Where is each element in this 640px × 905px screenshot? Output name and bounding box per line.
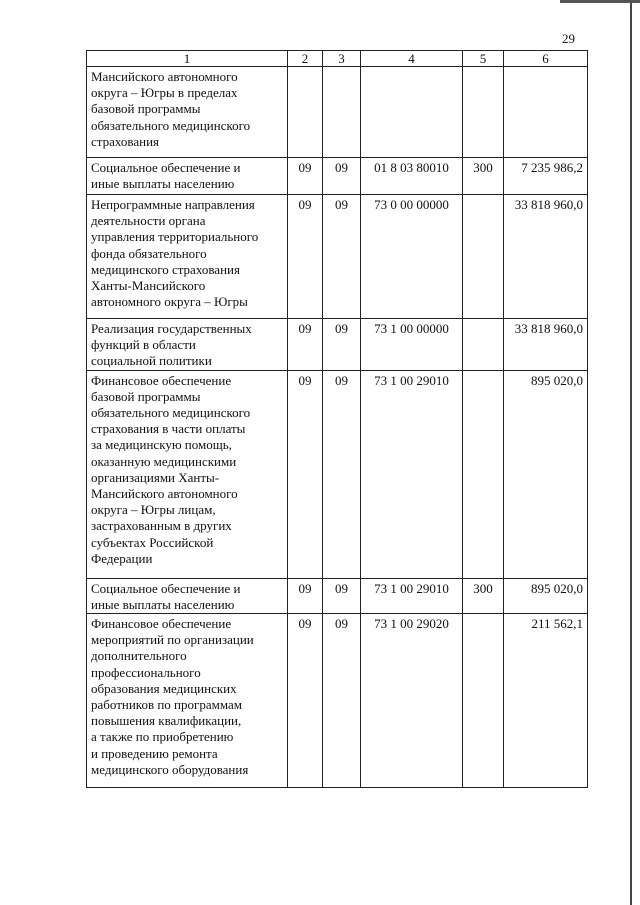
- row-section: 09: [288, 578, 323, 613]
- page-number: 29: [562, 31, 575, 46]
- row-subsection: 09: [323, 158, 361, 195]
- column-header-4: 4: [361, 51, 463, 67]
- column-header-6: 6: [504, 51, 588, 67]
- column-header-3: 3: [323, 51, 361, 67]
- row-section: 09: [288, 195, 323, 319]
- row-name: Социальное обеспечение и иные выплаты населению: [87, 578, 288, 613]
- table-row: [87, 158, 588, 195]
- row-section: 09: [288, 319, 323, 371]
- table-row: [87, 67, 588, 158]
- column-header-5: 5: [463, 51, 504, 67]
- table-row: [87, 370, 588, 578]
- row-subsection: 09: [323, 319, 361, 371]
- row-target-article: 01 8 03 80010: [361, 158, 463, 195]
- budget-table: [86, 50, 588, 788]
- row-subsection: 09: [323, 370, 361, 578]
- row-amount: [504, 67, 588, 158]
- row-subsection: 09: [323, 578, 361, 613]
- row-section: [288, 67, 323, 158]
- row-expense-type: 300: [463, 158, 504, 195]
- row-expense-type: [463, 67, 504, 158]
- row-subsection: 09: [323, 195, 361, 319]
- row-section: 09: [288, 370, 323, 578]
- row-name: Реализация государственных функций в области социальной политики: [87, 319, 288, 371]
- row-expense-type: [463, 319, 504, 371]
- row-amount: 33 818 960,0: [504, 319, 588, 371]
- table-row: [87, 195, 588, 319]
- row-name: Финансовое обеспечение мероприятий по организации дополнительного профессионального образования медицинских работников по программам повышения квалификации, а также по приобретению и проведению ремонта медицинского оборудования: [87, 614, 288, 788]
- row-name: Непрограммные направления деятельности органа управления территориального фонда обязательного медицинского страхования Ханты-Мансийского автономного округа – Югры: [87, 195, 288, 319]
- row-target-article: 73 1 00 29010: [361, 578, 463, 613]
- row-section: 09: [288, 614, 323, 788]
- row-target-article: 73 0 00 00000: [361, 195, 463, 319]
- row-expense-type: 300: [463, 578, 504, 613]
- row-name: Мансийского автономного округа – Югры в пределах базовой программы обязательного медицинского страхования: [87, 67, 288, 158]
- row-amount: 7 235 986,2: [504, 158, 588, 195]
- row-target-article: 73 1 00 29020: [361, 614, 463, 788]
- row-target-article: 73 1 00 29010: [361, 370, 463, 578]
- row-name: Социальное обеспечение и иные выплаты населению: [87, 158, 288, 195]
- table-row: [87, 614, 588, 788]
- table-row: [87, 319, 588, 371]
- table-header-row: [87, 51, 588, 67]
- row-amount: 895 020,0: [504, 578, 588, 613]
- scan-right-edge: [630, 0, 640, 905]
- row-subsection: [323, 67, 361, 158]
- row-expense-type: [463, 614, 504, 788]
- row-subsection: 09: [323, 614, 361, 788]
- column-header-2: 2: [288, 51, 323, 67]
- row-target-article: 73 1 00 00000: [361, 319, 463, 371]
- table-row: [87, 578, 588, 613]
- row-section: 09: [288, 158, 323, 195]
- row-expense-type: [463, 195, 504, 319]
- row-name: Финансовое обеспечение базовой программы обязательного медицинского страхования в части оплаты за медицинскую помощь, оказанную медицинскими организациями Ханты- Мансийского автономного округа – Югры лицам, застрахованным в других субъектах Российской Федерации: [87, 370, 288, 578]
- row-amount: 895 020,0: [504, 370, 588, 578]
- scan-top-edge: [560, 0, 640, 3]
- row-target-article: [361, 67, 463, 158]
- row-expense-type: [463, 370, 504, 578]
- row-amount: 33 818 960,0: [504, 195, 588, 319]
- column-header-1: 1: [87, 51, 288, 67]
- row-amount: 211 562,1: [504, 614, 588, 788]
